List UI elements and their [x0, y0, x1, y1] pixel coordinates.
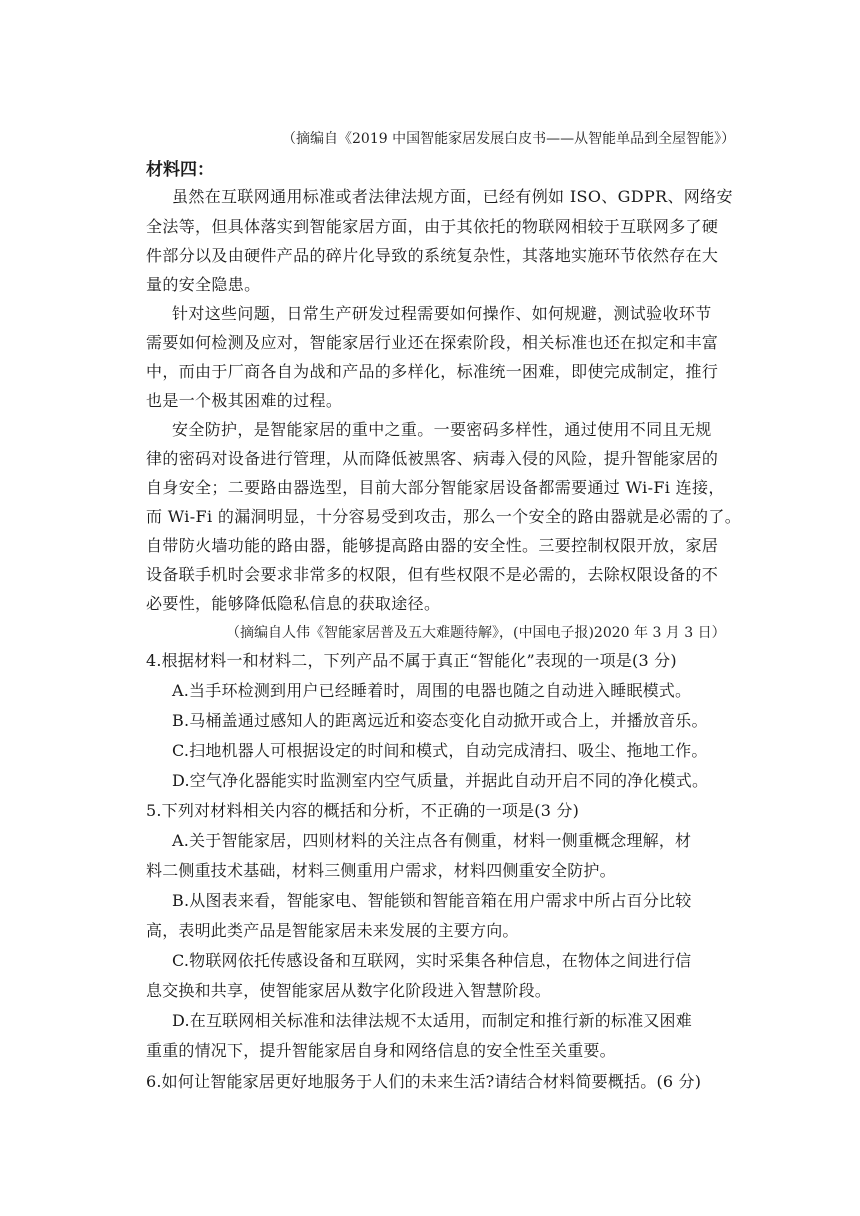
question-4-option-a: A.当手环检测到用户已经睡着时，周围的电器也随之自动进入睡眠模式。	[172, 681, 692, 700]
question-4-option-d: D.空气净化器能实时监测室内空气质量，并据此自动开启不同的净化模式。	[172, 771, 709, 790]
material4-p1-line4: 量的安全隐患。	[146, 275, 261, 294]
material4-p3-line1: 安全防护，是智能家居的重中之重。一要密码多样性，通过使用不同且无规	[172, 420, 712, 439]
source-citation-top: （摘编自《2019 中国智能家居发展白皮书——从智能单品到全屋智能》）	[282, 131, 736, 147]
question-4-option-c: C.扫地机器人可根据设定的时间和模式，自动完成清扫、吸尘、拖地工作。	[172, 741, 708, 760]
material4-p2-line1: 针对这些问题，日常生产研发过程需要如何操作、如何规避，测试验收环节	[172, 304, 712, 323]
material4-p2-line3: 中，而由于厂商各自为战和产品的多样化，标准统一困难，即使完成制定，推行	[146, 362, 719, 381]
question-4-stem: 4.根据材料一和材料二，下列产品不属于真正“智能化”表现的一项是(3 分)	[146, 651, 677, 670]
material4-p3-line7: 必要性，能够降低隐私信息的获取途径。	[146, 594, 441, 613]
question-5-option-d-line1: D.在互联网相关标准和法律法规不太适用，而制定和推行新的标准又困难	[172, 1011, 692, 1030]
material4-p3-line6: 设备联手机时会要求非常多的权限，但有些权限不是必需的，去除权限设备的不	[146, 565, 719, 584]
question-5-option-d-line2: 重重的情况下，提升智能家居自身和网络信息的安全性至关重要。	[146, 1041, 616, 1060]
material4-p3-line4: 而 Wi-Fi 的漏洞明显，十分容易受到攻击，那么一个安全的路由器就是必需的了。	[146, 507, 742, 526]
material4-p3-line5: 自带防火墙功能的路由器，能够提高路由器的安全性。三要控制权限开放，家居	[146, 536, 719, 555]
material4-p3-line2: 律的密码对设备进行管理，从而降低被黑客、病毒入侵的风险，提升智能家居的	[146, 449, 719, 468]
material4-p1-line3: 件部分以及由硬件产品的碎片化导致的系统复杂性，其落地实施环节依然存在大	[146, 246, 719, 265]
question-6-stem: 6.如何让智能家居更好地服务于人们的未来生活?请结合材料简要概括。(6 分)	[146, 1072, 702, 1091]
question-5-option-b-line2: 高，表明此类产品是智能家居未来发展的主要方向。	[146, 921, 519, 940]
question-5-option-c-line2: 息交换和共享，使智能家居从数字化阶段进入智慧阶段。	[146, 981, 552, 1000]
material4-heading: 材料四：	[146, 160, 214, 180]
question-4-option-b: B.马桶盖通过感知人的距离远近和姿态变化自动掀开或合上，并播放音乐。	[172, 711, 708, 730]
material4-p2-line4: 也是一个极其困难的过程。	[146, 391, 343, 410]
question-5-stem: 5.下列对材料相关内容的概括和分析，不正确的一项是(3 分)	[146, 801, 580, 820]
material4-p2-line2: 需要如何检测及应对，智能家居行业还在探索阶段，相关标准也还在拟定和丰富	[146, 333, 719, 352]
material4-p1-line2: 全法等，但具体落实到智能家居方面，由于其依托的物联网相较于互联网多了硬	[146, 217, 719, 236]
question-5-option-c-line1: C.物联网依托传感设备和互联网，实时采集各种信息，在物体之间进行信	[172, 951, 692, 970]
question-5-option-a-line1: A.关于智能家居，四则材料的关注点各有侧重，材料一侧重概念理解，材	[172, 831, 692, 850]
question-5-option-b-line1: B.从图表来看，智能家电、智能锁和智能音箱在用户需求中所占百分比较	[172, 891, 692, 910]
material4-p3-line3: 自身安全；二要路由器选型，目前大部分智能家居设备都需要通过 Wi-Fi 连接，	[146, 478, 725, 497]
question-5-option-a-line2: 料二侧重技术基础，材料三侧重用户需求，材料四侧重安全防护。	[146, 861, 616, 880]
source-citation-material4: （摘编自人伟《智能家居普及五大难题待解》，(中国电子报)2020 年 3 月 3 日）	[226, 625, 726, 641]
material4-p1-line1: 虽然在互联网通用标准或者法律法规方面，已经有例如 ISO、GDPR、网络安	[172, 187, 733, 206]
